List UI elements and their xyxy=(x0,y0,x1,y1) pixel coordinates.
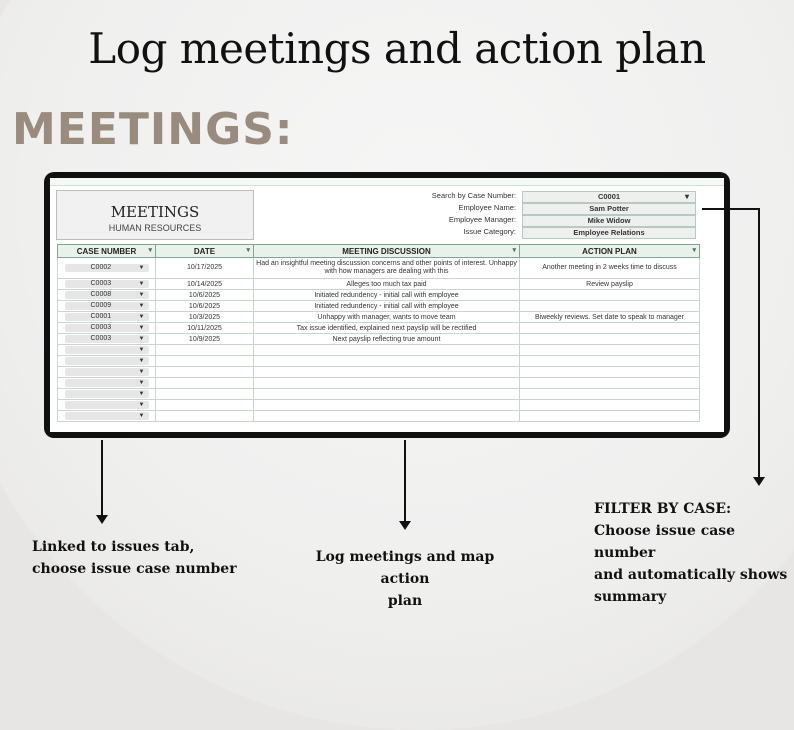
callout-right-line3: and automatically shows xyxy=(594,567,788,583)
case-number-dropdown[interactable] xyxy=(65,412,149,420)
table-row xyxy=(58,334,700,345)
case-number-cell[interactable] xyxy=(58,323,156,334)
column-header-discussion[interactable] xyxy=(254,245,520,258)
chevron-down-icon[interactable]: ▼ xyxy=(138,325,145,331)
column-header-discussion-label: MEETING DISCUSSION xyxy=(342,246,431,256)
chevron-down-icon[interactable]: ▼ xyxy=(138,358,145,364)
action-plan-cell[interactable]: Biweekly reviews. Set date to speak to manager xyxy=(520,312,700,323)
summary-row-search xyxy=(350,191,694,202)
callout-filter-by-case xyxy=(594,498,794,608)
table-row xyxy=(58,411,700,422)
meeting-discussion-cell[interactable]: Initiated redundency - initial call with employee xyxy=(254,290,520,301)
action-plan-cell[interactable] xyxy=(520,290,700,301)
spreadsheet xyxy=(50,178,724,432)
case-number-dropdown[interactable] xyxy=(65,302,149,310)
case-number-dropdown[interactable] xyxy=(65,335,149,343)
date-cell[interactable] xyxy=(156,389,254,400)
sheet-title-box xyxy=(56,190,254,240)
section-label: MEETINGS: xyxy=(12,104,294,155)
table-row xyxy=(58,301,700,312)
case-number-cell[interactable] xyxy=(58,411,156,422)
case-number-dropdown[interactable] xyxy=(65,324,149,332)
employee-name-label: Employee Name: xyxy=(458,203,516,212)
date-cell[interactable]: 10/11/2025 xyxy=(156,323,254,334)
left-arrow-head xyxy=(96,515,108,524)
chevron-down-icon[interactable]: ▼ xyxy=(138,265,145,271)
case-number-dropdown[interactable] xyxy=(65,357,149,365)
summary-row-manager xyxy=(350,215,694,226)
date-cell[interactable]: 10/6/2025 xyxy=(156,290,254,301)
action-plan-cell[interactable] xyxy=(520,389,700,400)
middle-arrow-line xyxy=(404,440,406,522)
callout-right-line4: summary xyxy=(594,589,667,605)
column-header-date[interactable] xyxy=(156,245,254,258)
callout-left-line1: Linked to issues tab, xyxy=(32,539,195,555)
employee-manager-value: Mike Widow xyxy=(522,215,696,227)
case-number-cell[interactable] xyxy=(58,356,156,367)
meeting-discussion-cell[interactable]: Next payslip reflecting true amount xyxy=(254,334,520,345)
table-row xyxy=(58,367,700,378)
table-row xyxy=(58,279,700,290)
callout-middle-line2: plan xyxy=(387,593,423,609)
search-label: Search by Case Number: xyxy=(431,191,516,200)
chevron-down-icon[interactable]: ▼ xyxy=(138,347,145,353)
employee-name-value: Sam Potter xyxy=(522,203,696,215)
page-headline: Log meetings and action plan xyxy=(88,24,706,73)
chevron-down-icon[interactable]: ▼ xyxy=(138,369,145,375)
case-search-dropdown[interactable]: C0001 ▾ xyxy=(522,191,696,203)
callout-right-line1: FILTER BY CASE: xyxy=(594,501,732,517)
table-header-row xyxy=(58,245,700,258)
action-plan-cell[interactable] xyxy=(520,400,700,411)
right-arrow-head xyxy=(753,477,765,486)
date-cell[interactable] xyxy=(156,400,254,411)
case-number-value: C0003 xyxy=(90,335,112,342)
meeting-discussion-cell[interactable]: Initiated redundency - initial call with employee xyxy=(254,301,520,312)
sheet-top-rule xyxy=(50,178,724,186)
meeting-discussion-cell[interactable] xyxy=(254,411,520,422)
action-plan-cell[interactable] xyxy=(520,356,700,367)
action-plan-cell[interactable] xyxy=(520,334,700,345)
date-cell[interactable]: 10/3/2025 xyxy=(156,312,254,323)
date-cell[interactable]: 10/14/2025 xyxy=(156,279,254,290)
table-row xyxy=(58,378,700,389)
table-row xyxy=(58,345,700,356)
table-row xyxy=(58,356,700,367)
date-cell[interactable] xyxy=(156,367,254,378)
case-number-cell[interactable] xyxy=(58,301,156,312)
meeting-discussion-cell[interactable] xyxy=(254,378,520,389)
right-arrow-line xyxy=(758,208,760,478)
case-number-value: C0003 xyxy=(90,280,112,287)
column-header-action-label: ACTION PLAN xyxy=(582,246,637,256)
case-number-value: C0002 xyxy=(90,264,112,271)
date-cell[interactable] xyxy=(156,378,254,389)
case-number-cell[interactable] xyxy=(58,334,156,345)
chevron-down-icon[interactable]: ▼ xyxy=(138,303,145,309)
table-row xyxy=(58,400,700,411)
action-plan-cell[interactable]: Another meeting in 2 weeks time to discuss xyxy=(520,258,700,279)
column-header-case[interactable] xyxy=(58,245,156,258)
case-number-dropdown[interactable] xyxy=(65,379,149,387)
case-number-cell[interactable] xyxy=(58,279,156,290)
table-row xyxy=(58,258,700,279)
date-cell[interactable]: 10/6/2025 xyxy=(156,301,254,312)
case-number-dropdown[interactable] xyxy=(65,368,149,376)
action-plan-cell[interactable] xyxy=(520,378,700,389)
meeting-discussion-cell[interactable]: Alleges too much tax paid xyxy=(254,279,520,290)
callout-log-meetings xyxy=(290,546,520,612)
chevron-down-icon[interactable]: ▼ xyxy=(138,292,145,298)
callout-right-line2: Choose issue case number xyxy=(594,523,736,561)
chevron-down-icon[interactable]: ▼ xyxy=(138,281,145,287)
case-number-value: C0008 xyxy=(90,291,112,298)
table-row xyxy=(58,290,700,301)
action-plan-cell[interactable] xyxy=(520,301,700,312)
filter-icon[interactable]: ▾ xyxy=(148,247,152,254)
meeting-discussion-cell[interactable]: Unhappy with manager, wants to move team xyxy=(254,312,520,323)
meeting-discussion-cell[interactable] xyxy=(254,389,520,400)
date-cell[interactable] xyxy=(156,356,254,367)
action-plan-cell[interactable] xyxy=(520,345,700,356)
meeting-discussion-cell[interactable]: Tax issue identified, explained next payslip will be rectified xyxy=(254,323,520,334)
date-cell[interactable] xyxy=(156,345,254,356)
callout-middle-line1: Log meetings and map action xyxy=(315,549,495,587)
meetings-table xyxy=(57,244,700,422)
meeting-discussion-cell[interactable] xyxy=(254,367,520,378)
action-plan-cell[interactable] xyxy=(520,367,700,378)
filter-icon[interactable]: ▾ xyxy=(512,247,516,254)
case-number-cell[interactable] xyxy=(58,389,156,400)
summary-row-category xyxy=(350,227,694,238)
case-number-cell[interactable] xyxy=(58,378,156,389)
left-arrow-line xyxy=(101,440,103,516)
middle-arrow-head xyxy=(399,521,411,530)
chevron-down-icon[interactable]: ▼ xyxy=(138,380,145,386)
date-cell[interactable] xyxy=(156,411,254,422)
action-plan-cell[interactable] xyxy=(520,323,700,334)
chevron-down-icon[interactable]: ▼ xyxy=(138,402,145,408)
column-header-action[interactable] xyxy=(520,245,700,258)
case-number-value: C0009 xyxy=(90,302,112,309)
case-number-dropdown[interactable] xyxy=(65,346,149,354)
case-number-dropdown[interactable] xyxy=(65,264,149,272)
filter-icon[interactable]: ▾ xyxy=(246,247,250,254)
meeting-discussion-cell[interactable] xyxy=(254,345,520,356)
case-number-cell[interactable] xyxy=(58,258,156,279)
meeting-discussion-cell[interactable] xyxy=(254,356,520,367)
issue-category-label: Issue Category: xyxy=(463,227,516,236)
case-number-cell[interactable] xyxy=(58,367,156,378)
case-number-dropdown[interactable] xyxy=(65,401,149,409)
case-number-cell[interactable] xyxy=(58,400,156,411)
meeting-discussion-cell[interactable]: Had an insightful meeting discussion concerns and other points of interest. Unhappy with how managers are dealing with this xyxy=(254,258,520,279)
case-number-cell[interactable] xyxy=(58,290,156,301)
table-row xyxy=(58,389,700,400)
filter-icon[interactable]: ▾ xyxy=(692,247,696,254)
sheet-subtitle: HUMAN RESOURCES xyxy=(108,223,202,233)
case-number-dropdown[interactable] xyxy=(65,313,149,321)
case-number-cell[interactable] xyxy=(58,312,156,323)
action-plan-cell[interactable] xyxy=(520,411,700,422)
table-row xyxy=(58,323,700,334)
column-header-date-label: DATE xyxy=(193,246,216,256)
sheet-title: MEETINGS xyxy=(110,203,200,221)
meeting-discussion-cell[interactable] xyxy=(254,400,520,411)
table-row xyxy=(58,312,700,323)
summary-row-name xyxy=(350,203,694,214)
case-number-dropdown[interactable] xyxy=(65,390,149,398)
chevron-down-icon[interactable]: ▼ xyxy=(138,336,145,342)
callout-linked-issues xyxy=(32,536,237,580)
column-header-case-label: CASE NUMBER xyxy=(76,246,137,256)
chevron-down-icon[interactable]: ▼ xyxy=(138,391,145,397)
right-arrow-connector xyxy=(702,208,760,210)
case-number-value: C0001 xyxy=(90,313,112,320)
chevron-down-icon[interactable]: ▼ xyxy=(138,413,145,419)
case-number-value: C0003 xyxy=(90,324,112,331)
action-plan-cell[interactable]: Review payslip xyxy=(520,279,700,290)
callout-left-line2: choose issue case number xyxy=(32,561,237,577)
case-number-cell[interactable] xyxy=(58,345,156,356)
date-cell[interactable]: 10/9/2025 xyxy=(156,334,254,345)
issue-category-value: Employee Relations xyxy=(522,227,696,239)
chevron-down-icon[interactable]: ▼ xyxy=(138,314,145,320)
employee-manager-label: Employee Manager: xyxy=(448,215,516,224)
date-cell[interactable]: 10/17/2025 xyxy=(156,258,254,279)
case-number-dropdown[interactable] xyxy=(65,291,149,299)
case-number-dropdown[interactable] xyxy=(65,280,149,288)
